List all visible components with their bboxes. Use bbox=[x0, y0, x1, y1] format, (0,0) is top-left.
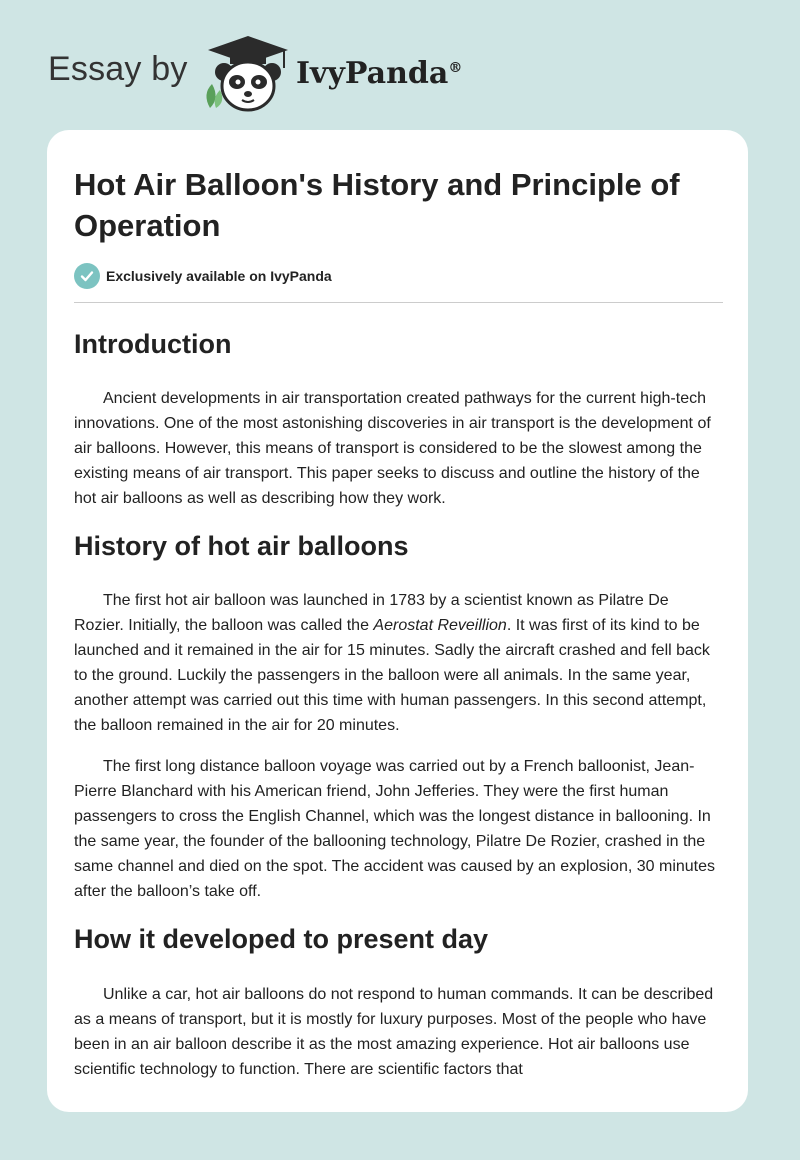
paragraph-development: Unlike a car, hot air balloons do not respond to human commands. It can be described as a means of transport, but it is mostly for luxury purposes. Most of the people who have been in an air balloon describe it as the most amazing experience. Hot air balloons use scientific technology to function. There are scientific factors that bbox=[74, 986, 714, 1078]
paragraph-introduction: Ancient developments in air transportation created pathways for the current high-tech innovations. One of the most astonishing discoveries in air transport is the development of air balloons. However, this means of transport is considered to be the slowest among the existing means of air transport. This paper seeks to discuss and outline the history of the hot air balloons as well as describing how they work. bbox=[74, 390, 711, 507]
page-title: Hot Air Balloon's History and Principle of Operation bbox=[74, 167, 680, 243]
paragraph-history-2: The first long distance balloon voyage was carried out by a French balloonist, Jean-Pierre Blanchard with his American friend, John Jefferies. They were the first human passengers to cross the English Channel, which was the longest distance in ballooning. In the same year, the founder of the ballooning technology, Pilatre De Rozier, crashed in the same channel and died on the spot. The accident was caused by an explosion, 30 minutes after the balloon’s take off. bbox=[74, 758, 716, 900]
section-heading-history: History of hot air balloons bbox=[74, 531, 409, 561]
check-icon bbox=[74, 263, 100, 289]
brand-name: IvyPanda® bbox=[296, 56, 463, 91]
title-divider bbox=[74, 302, 723, 303]
exclusive-label: Exclusively available on IvyPanda bbox=[106, 268, 332, 284]
essay-card bbox=[47, 130, 748, 1112]
section-heading-development: How it developed to present day bbox=[74, 924, 489, 954]
exclusive-badge bbox=[74, 262, 332, 290]
paragraph-history-1: The first hot air balloon was launched in 1783 by a scientist known as Pilatre De Rozier. Initially, the balloon was called the Aerostat Reveillion. It was first of its kind to be launched and it remained in the air for 15 minutes. Sadly the aircraft crashed and fell back to the ground. Luckily the passengers in the balloon were all animals. In the same year, another attempt was carried out this time with human passengers. In this second attempt, the balloon remained in the air for 20 minutes. bbox=[74, 592, 710, 734]
brand-prefix: Essay by bbox=[48, 50, 188, 88]
section-heading-introduction: Introduction bbox=[74, 329, 232, 359]
panda-logo-icon bbox=[200, 34, 296, 114]
brand-header[interactable] bbox=[48, 30, 468, 110]
